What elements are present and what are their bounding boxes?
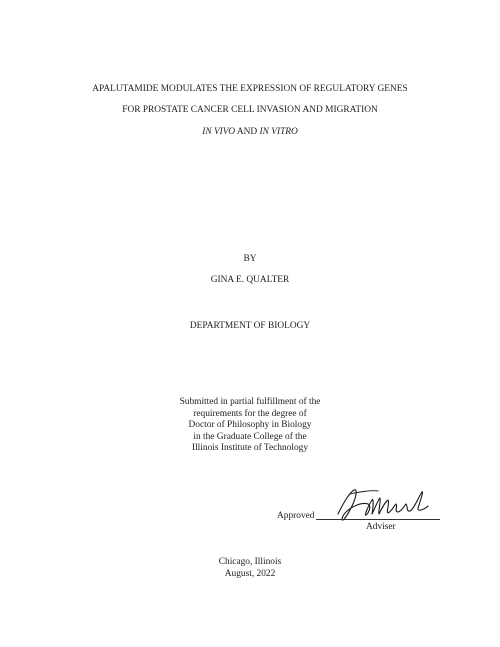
title-line-3: [0, 126, 500, 138]
title-line-2: FOR PROSTATE CANCER CELL INVASION AND MIGRATION: [122, 105, 378, 115]
title-in-vivo: IN VIVO: [202, 127, 236, 137]
adviser-signature: [328, 484, 438, 524]
submission-statement: [0, 397, 500, 455]
submission-line: in the Graduate College of the: [193, 431, 307, 442]
adviser-label: Adviser: [366, 522, 396, 532]
signature-line: [316, 519, 440, 520]
submission-line: requirements for the degree of: [193, 408, 307, 419]
date: August, 2022: [224, 569, 276, 579]
submission-line: Submitted in partial fulfillment of the: [179, 397, 321, 407]
by-label: BY: [243, 254, 257, 264]
approved-label: Approved: [277, 511, 315, 521]
submission-line: Illinois Institute of Technology: [191, 443, 309, 454]
place: Chicago, Illinois: [218, 557, 282, 567]
submission-line: Doctor of Philosophy in Biology: [188, 420, 312, 431]
title-line-1: APALUTAMIDE MODULATES THE EXPRESSION OF REGULATORY GENES: [92, 84, 408, 94]
title-in-vitro: IN VITRO: [259, 127, 298, 137]
department-name: DEPARTMENT OF BIOLOGY: [189, 321, 311, 331]
author-name: GINA E. QUALTER: [210, 275, 290, 285]
title-and: AND: [235, 127, 260, 137]
